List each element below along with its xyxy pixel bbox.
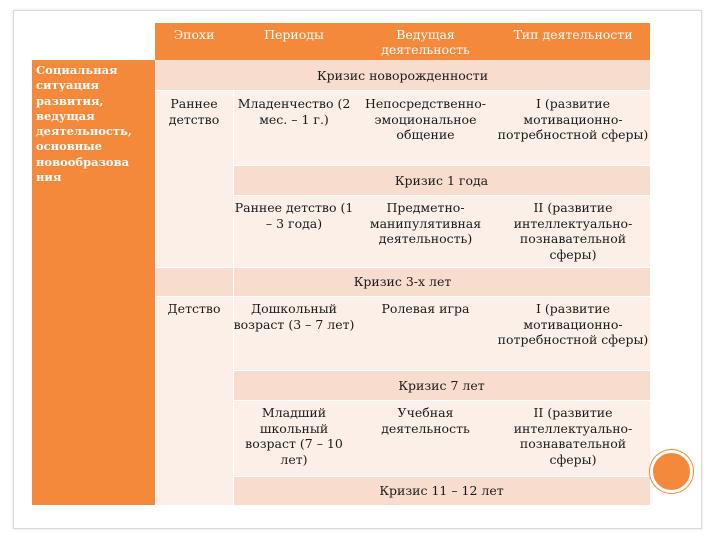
crisis-row: Кризис 11 – 12 лет <box>233 476 650 505</box>
grid-line <box>155 90 650 91</box>
grid-line <box>233 165 650 166</box>
grid-line <box>233 476 650 477</box>
crisis-row: Кризис 3-х лет <box>155 267 650 296</box>
header-epochs: Эпохи <box>155 23 233 60</box>
period-cell: Младенчество (2 мес. – 1 г.) <box>233 91 355 165</box>
crisis-row: Кризис 1 года <box>233 165 650 195</box>
activity-cell: Ролевая игра <box>355 296 496 370</box>
header-periods: Периоды <box>233 23 355 60</box>
crisis-row: Кризис новорожденности <box>155 60 650 91</box>
type-cell: II (развитие интеллектуально-познавательной сферы) <box>496 195 650 267</box>
grid-line <box>233 400 650 401</box>
grid-line <box>155 296 650 297</box>
grid-line <box>155 60 156 505</box>
header-leading-activity: Ведущая деятельность <box>355 23 496 60</box>
left-panel-description: Социальная ситуация развития, ведущая деятельность, основные новообразова ния <box>32 60 155 505</box>
header-activity-type: Тип деятельности <box>496 23 650 60</box>
activity-cell: Предметно-манипулятивная деятельность) <box>355 195 496 267</box>
epoch-cell: Детство <box>155 296 233 505</box>
grid-line <box>233 91 234 505</box>
grid-line <box>155 267 650 268</box>
type-cell: II (развитие интеллектуально-познавательной сферы) <box>496 400 650 476</box>
activity-cell: Учебная деятельность <box>355 400 496 476</box>
type-cell: I (развитие мотивационно-потребностной сферы) <box>496 296 650 370</box>
decorative-circle <box>650 450 693 493</box>
period-cell: Младший школьный возраст (7 – 10 лет) <box>233 400 355 476</box>
grid-line <box>233 370 650 371</box>
period-cell: Раннее детство (1 – 3 года) <box>233 195 355 267</box>
grid-line <box>233 195 650 196</box>
activity-cell: Непосредственно-эмоциональное общение <box>355 91 496 165</box>
crisis-row: Кризис 7 лет <box>233 370 650 400</box>
type-cell: I (развитие мотивационно-потребностной сферы) <box>496 91 650 165</box>
period-cell: Дошкольный возраст (3 – 7 лет) <box>233 296 355 370</box>
epoch-cell: Раннее детство <box>155 91 233 363</box>
